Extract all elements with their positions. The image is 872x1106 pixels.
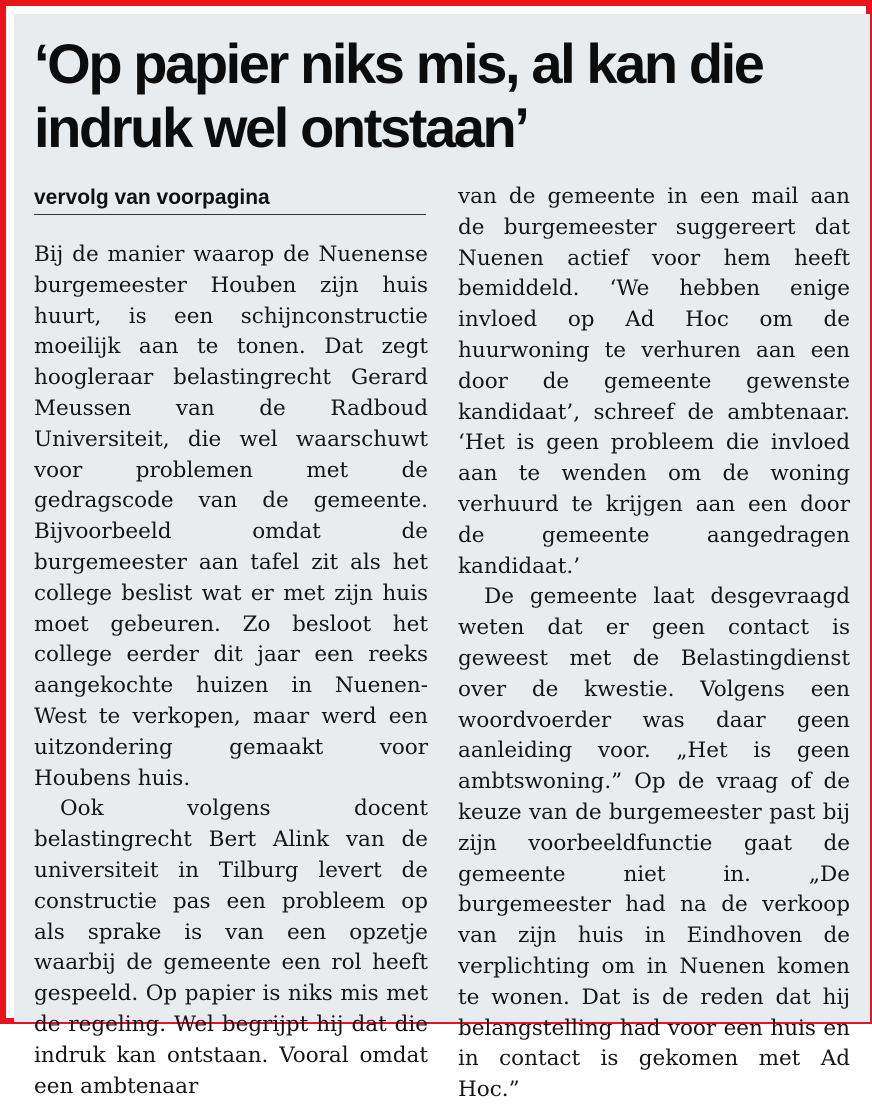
headline: ‘Op papier niks mis, al kan die indruk wel ontstaan’ [34, 32, 763, 159]
right-column [458, 182, 850, 1106]
paragraph: De gemeente laat desgevraagd weten dat er geen contact is geweest met de Belastingdienst over de kwestie. Volgens een woordvoerder was daar geen aanleiding voor. „Het is geen ambtswoning.” Op de vraag of de keuze van de burgemeester past bij zijn voorbeeldfunctie gaat de gemeente niet in. „De burgemeester had na de verkoop van zijn huis in Eindhoven de verplichting om in Nuenen komen te wonen. Dat is de reden dat hij belangstelling had voor een huis en in contact is gekomen met Ad Hoc.” [458, 584, 850, 1103]
left-column [34, 240, 428, 1102]
newspaper-clipping [14, 14, 870, 1103]
paragraph: Bij de manier waarop de Nuenense burgemeester Houben zijn huis huurt, is een schijnconstructie moeilijk aan te tonen. Dat zegt hoogleraar belastingrecht Gerard Meussen van de Radboud Universiteit, die wel waarschuwt voor problemen met de gedragscode van de gemeente. Bijvoorbeeld omdat de burgemeester aan tafel zit als het college beslist wat er met zijn huis moet gebeuren. Zo besloot het college eerder dit jaar een reeks aangekochte huizen in Nuenen-West te verkopen, maar werd een uitzondering gemaakt voor Houbens huis. [34, 242, 428, 791]
paragraph: Ook volgens docent belastingrecht Bert Alink van de universiteit in Tilburg levert de constructie pas een probleem op als sprake is van een opzetje waarbij de gemeente een rol heeft gespeeld. Op papier is niks mis met de regeling. Wel begrijpt hij dat die indruk kan ontstaan. Vooral omdat een ambtenaar [34, 796, 428, 1099]
paragraph: van de gemeente in een mail aan de burgemeester suggereert dat Nuenen actief voor hem heeft bemiddeld. ‘We hebben enige invloed op Ad Hoc om de huurwoning te verhuren aan een door de gemeente gewenste kandidaat’, schreef de ambtenaar. ‘Het is geen probleem die invloed aan te wenden om de woning verhuurd te krijgen aan een door de gemeente aangedragen kandidaat.’ [458, 184, 850, 579]
kicker-label: vervolg van voorpagina [34, 186, 426, 215]
